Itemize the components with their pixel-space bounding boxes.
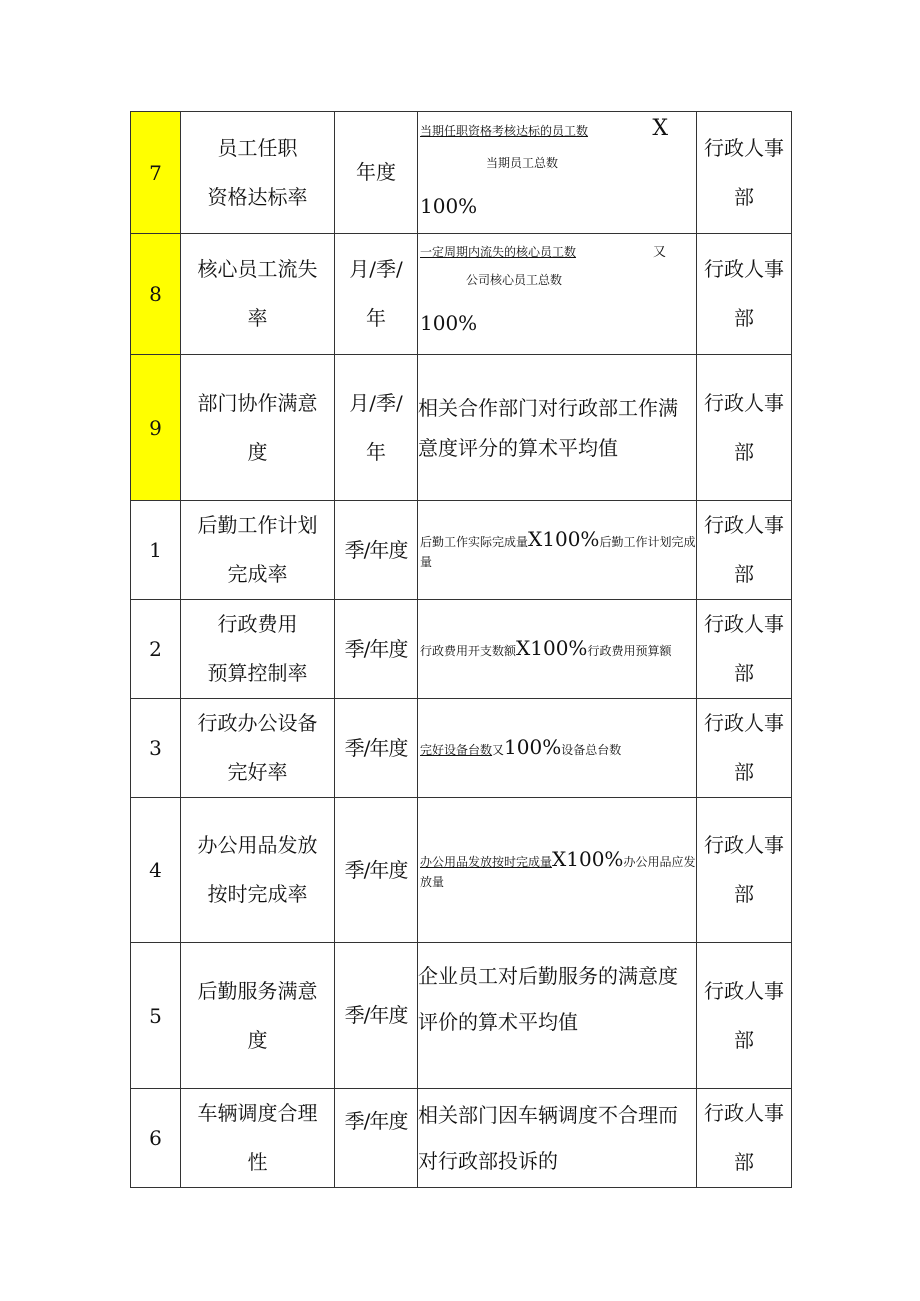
table-row (131, 699, 792, 798)
row-number: 3 (131, 699, 181, 798)
indicator-name: 部门协作满意 度 (181, 355, 335, 501)
formula-numerator: 一定周期内流失的核心员工数 (420, 245, 577, 259)
row-number: 1 (131, 501, 181, 600)
formula-cell (418, 600, 697, 699)
formula-denominator: 行政费用预算额 (587, 643, 672, 658)
row-number: 8 (131, 234, 181, 355)
formula-denominator: 办公用品应发放量 (420, 854, 696, 889)
responsible-department: 行政人事 部 (697, 112, 792, 234)
multiply-sign: 又 (492, 742, 505, 757)
row-number: 9 (131, 355, 181, 501)
responsible-department: 行政人事 部 (697, 699, 792, 798)
assessment-cycle: 季/年度 (335, 1089, 418, 1188)
formula-numerator: 办公用品发放按时完成量 (420, 854, 553, 869)
formula-numerator: 行政费用开支数额 (420, 643, 517, 658)
assessment-cycle: 季/年度 (335, 600, 418, 699)
formula-denominator: 后勤工作计划完成量 (420, 534, 696, 569)
formula-percent: 100% (504, 734, 562, 759)
indicator-name: 办公用品发放 按时完成率 (181, 798, 335, 943)
kpi-table (130, 111, 792, 1188)
formula-text: 企业员工对后勤服务的满意度评价的算术平均值 (418, 943, 697, 1089)
indicator-name: 员工任职 资格达标率 (181, 112, 335, 234)
formula-numerator: 完好设备台数 (420, 742, 493, 757)
formula-cell (418, 112, 697, 234)
responsible-department: 行政人事 部 (697, 943, 792, 1089)
formula-denominator: 当期员工总数 (486, 155, 559, 170)
responsible-department: 行政人事 部 (697, 355, 792, 501)
table-row (131, 355, 792, 501)
assessment-cycle: 季/年度 (335, 798, 418, 943)
responsible-department: 行政人事 部 (697, 501, 792, 600)
multiply-sign: X (652, 115, 668, 141)
indicator-name: 车辆调度合理 性 (181, 1089, 335, 1188)
formula-text: 相关合作部门对行政部工作满意度评分的算术平均值 (418, 355, 697, 501)
table-row (131, 943, 792, 1089)
row-number: 2 (131, 600, 181, 699)
responsible-department: 行政人事 部 (697, 1089, 792, 1188)
table-row (131, 234, 792, 355)
table-row (131, 1089, 792, 1188)
assessment-cycle: 季/年度 (335, 699, 418, 798)
responsible-department: 行政人事 部 (697, 798, 792, 943)
formula-cell (418, 234, 697, 355)
row-number: 6 (131, 1089, 181, 1188)
table-row (131, 600, 792, 699)
formula-percent: 100% (420, 193, 478, 218)
table-row (131, 501, 792, 600)
formula-percent: X100% (516, 635, 588, 660)
indicator-name: 核心员工流失 率 (181, 234, 335, 355)
formula-cell (418, 699, 697, 798)
formula-cell (418, 798, 697, 943)
responsible-department: 行政人事 部 (697, 234, 792, 355)
indicator-name: 行政办公设备 完好率 (181, 699, 335, 798)
indicator-name: 后勤服务满意 度 (181, 943, 335, 1089)
assessment-cycle: 年度 (335, 112, 418, 234)
formula-percent: 100% (420, 311, 478, 335)
multiply-sign: 又 (652, 245, 666, 260)
formula-text: 相关部门因车辆调度不合理而对行政部投诉的 (418, 1089, 697, 1188)
formula-cell (418, 501, 697, 600)
formula-numerator: 后勤工作实际完成量 (420, 534, 529, 549)
formula-percent: X100% (528, 526, 600, 551)
indicator-name: 后勤工作计划 完成率 (181, 501, 335, 600)
assessment-cycle: 季/年度 (335, 943, 418, 1089)
formula-denominator: 设备总台数 (561, 742, 622, 757)
indicator-name: 行政费用 预算控制率 (181, 600, 335, 699)
table-row (131, 112, 792, 234)
row-number: 5 (131, 943, 181, 1089)
formula-numerator: 当期任职资格考核达标的员工数 (420, 123, 589, 138)
formula-denominator: 公司核心员工总数 (466, 273, 563, 287)
table-row (131, 798, 792, 943)
row-number: 7 (131, 112, 181, 234)
formula-percent: X100% (552, 846, 624, 871)
assessment-cycle: 月/季/ 年 (335, 355, 418, 501)
assessment-cycle: 月/季/ 年 (335, 234, 418, 355)
row-number: 4 (131, 798, 181, 943)
responsible-department: 行政人事 部 (697, 600, 792, 699)
assessment-cycle: 季/年度 (335, 501, 418, 600)
